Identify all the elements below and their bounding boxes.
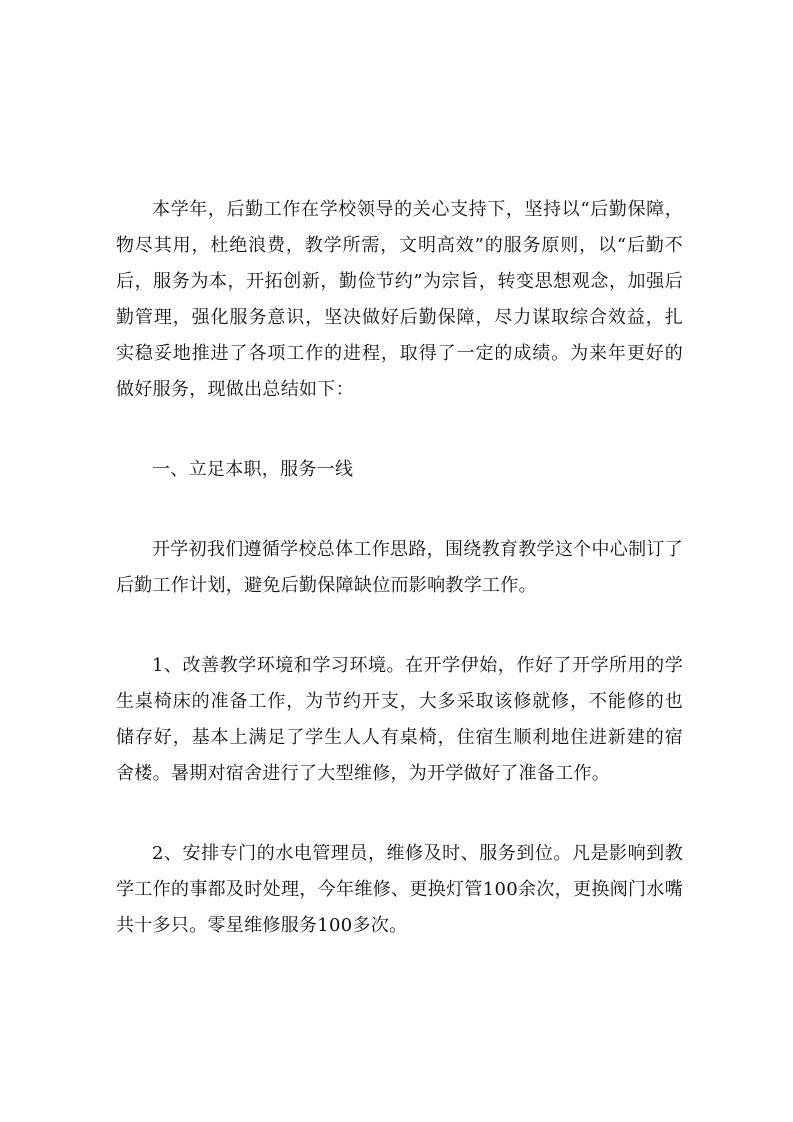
- item-2-paragraph: 2、安排专门的水电管理员，维修及时、服务到位。凡是影响到教学工作的事都及时处理，今年维修、更换灯管100余次，更换阀门水嘴共十多只。零星维修服务100多次。: [116, 843, 683, 936]
- section-intro-paragraph: 开学初我们遵循学校总体工作思路，围绕教育教学这个中心制订了后勤工作计划，避免后勤保障缺位而影响教学工作。: [116, 539, 683, 596]
- intro-paragraph: 本学年，后勤工作在学校领导的关心支持下，坚持以“后勤保障，物尽其用，杜绝浪费，教学所需，文明高效”的服务原则，以“后勤不后，服务为本，开拓创新，勤俭节约”为宗旨，转变思想观念，加强后勤管理，强化服务意识，坚决做好后勤保障，尽力谋取综合效益，扎实稳妥地推进了各项工作的进程，取得了一定的成绩。为来年更好的做好服务，现做出总结如下：: [116, 199, 683, 400]
- paragraph-gap: [116, 408, 683, 452]
- item-1-paragraph: 1、改善教学环境和学习环境。在开学伊始，作好了开学所用的学生桌椅床的准备工作，为节约开支，大多采取该修就修，不能修的也储存好，基本上满足了学生人人有桌椅，住宿生顺利地住进新建的宿舍楼。暑期对宿舍进行了大型维修，为开学做好了准备工作。: [116, 655, 683, 784]
- section-heading: 一、立足本职，服务一线: [152, 459, 354, 480]
- paragraph-gap: [116, 604, 683, 648]
- paragraph-gap: [116, 488, 683, 532]
- paragraph-gap: [116, 792, 683, 836]
